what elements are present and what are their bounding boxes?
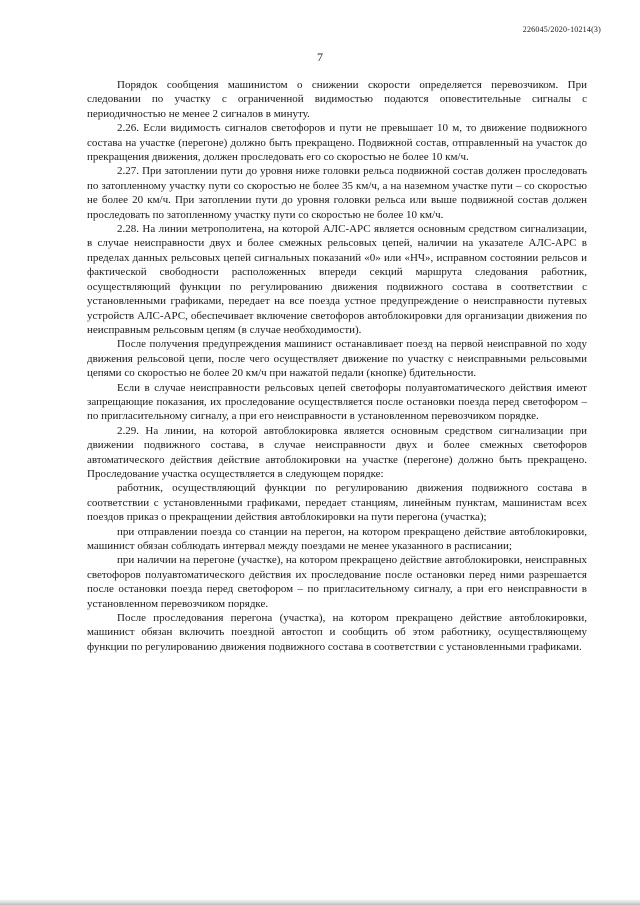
- paragraph-2-28-als-ars: 2.28. На линии метрополитена, на которой АЛС-АРС является основным средством сигнализации, в случае неисправности двух и более смежных рельсовых цепей, наличии на указателе АЛС-АРС в пределах данных рельсовых цепей сигнальных показаний «0» или «НЧ», исправном состоянии рельсов и фактической свободности расположенных впереди секций маршрута следования работник, осуществляющий функции по регулированию движения подвижного состава в соответствии с установленными графиками, передает на все поезда устное предупреждение о неисправности путевых устройств АЛС-АРС, обеспечивает включение светофоров автоблокировки для организации движения по неисправным рельсовым цепям (в случае необходимости).: [87, 223, 587, 336]
- paragraph-2-29-autoblocking: 2.29. На линии, на которой автоблокировка является основным средством сигнализации при движении подвижного состава, в случае неисправности двух и более смежных светофоров автоматического действия действие автоблокировки на участке (перегоне) должно быть прекращено. Проследование участка осуществляется в следующем порядке:: [87, 424, 587, 480]
- paragraph-after-passing: После проследования перегона (участка), на котором прекращено действие автоблокировки, машинист обязан включить поездной автостоп и сообщить об этом работнику, осуществляющему функции по регулированию движения подвижного состава в соответствии с установленными графиками.: [87, 612, 587, 653]
- paragraph-order-faulty-signals: при наличии на перегоне (участке), на котором прекращено действие автоблокировки, неисправных светофоров полуавтоматического действия их проследование после остановки перед ними разрешается после остановки поезда перед светофором – по пригласительному сигналу, а при его неисправности в установленном перевозчиком порядке.: [87, 554, 587, 610]
- paragraph-speed-reporting: Порядок сообщения машинистом о снижении скорости определяется перевозчиком. При следовании по участку с ограниченной видимостью подаются оповестительные сигналы с периодичностью не менее 2 сигналов в минуту.: [87, 79, 587, 120]
- scan-bottom-edge: [0, 899, 640, 905]
- paragraph-2-27-flooding: 2.27. При затоплении пути до уровня ниже головки рельса подвижной состав должен проследовать по затопленному участку пути со скоростью не более 35 км/ч, а на наземном участке пути – со скоростью не более 20 км/ч. При затоплении пути до уровня головки рельса или выше подвижной состав должен проследовать по затопленному участку пути со скоростью не более 10 км/ч.: [87, 165, 587, 221]
- paragraph-order-departure: при отправлении поезда со станции на перегон, на котором прекращено действие автоблокировки, машинист обязан соблюдать интервал между поездами не менее указанного в расписании;: [87, 525, 587, 552]
- page-number: 7: [317, 50, 323, 64]
- document-body: [87, 78, 587, 654]
- document-registration-number: 226045/2020-10214(3): [522, 25, 601, 34]
- paragraph-after-warning: После получения предупреждения машинист останавливает поезд на первой неисправной по ходу движения рельсовой цепи, после чего осуществляет движение по участку с неисправными рельсовыми цепями со скоростью не более 20 км/ч при нажатой педали (кнопке) бдительности.: [87, 338, 587, 380]
- paragraph-2-26-visibility: 2.26. Если видимость сигналов светофоров и пути не превышает 10 м, то движение подвижного состава на участке (перегоне) должно быть прекращено. Подвижной состав, отправленный на участок до прекращения движения, должен проследовать его со скоростью не более 10 км/ч.: [87, 122, 587, 164]
- paragraph-semiautomatic-signals: Если в случае неисправности рельсовых цепей светофоры полуавтоматического действия имеют запрещающие показания, их проследование осуществляется после остановки поезда перед светофором – по пригласительному сигналу, а при его неисправности в установленном перевозчиком порядке.: [87, 381, 587, 423]
- paragraph-order-dispatcher: работник, осуществляющий функции по регулированию движения подвижного состава в соответствии с установленными графиками, передает станциям, линейным пунктам, машинистам всех поездов приказ о прекращении действия автоблокировки на пути перегона (участка);: [87, 482, 587, 524]
